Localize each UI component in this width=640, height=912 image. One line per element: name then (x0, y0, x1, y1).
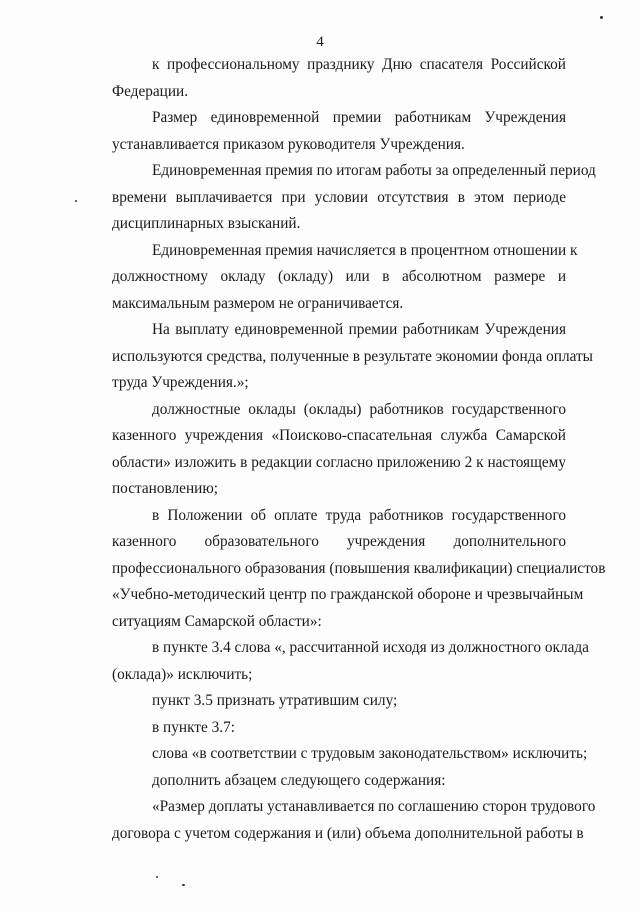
paragraph (72, 317, 593, 397)
text-line: дополнить абзацем следующего содержания: (152, 771, 446, 789)
paragraph (72, 768, 566, 795)
text-line: в Положении об оплате труда работников государственного (152, 506, 566, 524)
text-line: дисциплинарных взысканий. (112, 215, 301, 232)
text-line: слова «в соответствии с трудовым законодательством» исключить; (152, 745, 588, 762)
text-line: пункт 3.5 признать утратившим силу; (152, 692, 398, 709)
paragraph (72, 105, 566, 158)
text-line: труда Учреждения.»; (112, 374, 249, 391)
text-line: должностному окладу (окладу) или в абсолютном размере и (112, 268, 566, 285)
scan-speck (156, 876, 158, 878)
text-line: к профессиональному празднику Дню спасателя Российской (152, 56, 566, 73)
text-line: договора с учетом содержания и (или) объема дополнительной работы в (112, 824, 584, 842)
text-line: На выплату единовременной премии работникам Учреждения (152, 321, 566, 338)
paragraph (72, 741, 588, 768)
scan-speck (75, 200, 77, 202)
paragraph (72, 238, 578, 318)
text-line: «Размер доплаты устанавливается по соглашению сторон трудового (152, 798, 596, 815)
document-body (72, 52, 606, 847)
text-line: Федерации. (112, 82, 189, 100)
scan-speck (182, 884, 185, 886)
paragraph (72, 715, 566, 742)
text-line: должностные оклады (оклады) работников государственного (152, 400, 566, 418)
paragraph (72, 794, 596, 847)
text-line: области» изложить в редакции согласно приложению 2 к настоящему (112, 453, 566, 471)
text-line: времени выплачивается при условии отсутствия в этом периоде (112, 188, 566, 206)
text-line: казенного образовательного учреждения дополнительного (112, 533, 566, 550)
paragraph (72, 397, 566, 503)
text-line: постановлению; (112, 480, 218, 497)
text-line: «Учебно-методический центр по гражданской обороне и чрезвычайным (112, 586, 584, 603)
text-line: в пункте 3.4 слова «, рассчитанной исходя из должностного оклада (152, 639, 589, 656)
text-line: Единовременная премия по итогам работы за определенный период (152, 162, 596, 179)
text-line: устанавливается приказом руководителя Учреждения. (112, 135, 465, 153)
page-number: 4 (316, 34, 324, 50)
text-line: максимальным размером не ограничивается. (112, 294, 404, 312)
text-line: профессионального образования (повышения квалификации) специалистов (112, 559, 606, 577)
paragraph (72, 688, 566, 715)
paragraph (72, 503, 606, 636)
text-line: Единовременная премия начисляется в процентном отношении к (152, 241, 578, 259)
paragraph (72, 52, 566, 105)
paragraph (72, 635, 589, 688)
text-line: используются средства, полученные в результате экономии фонда оплаты (112, 347, 593, 365)
text-line: Размер единовременной премии работникам Учреждения (152, 109, 566, 126)
text-line: казенного учреждения «Поисково-спасательная служба Самарской (112, 427, 566, 444)
paragraph (72, 158, 596, 238)
scan-speck (600, 16, 603, 19)
text-line: в пункте 3.7: (152, 718, 235, 736)
text-line: (оклада)» исключить; (112, 665, 253, 683)
text-line: ситуациям Самарской области»: (112, 612, 322, 630)
